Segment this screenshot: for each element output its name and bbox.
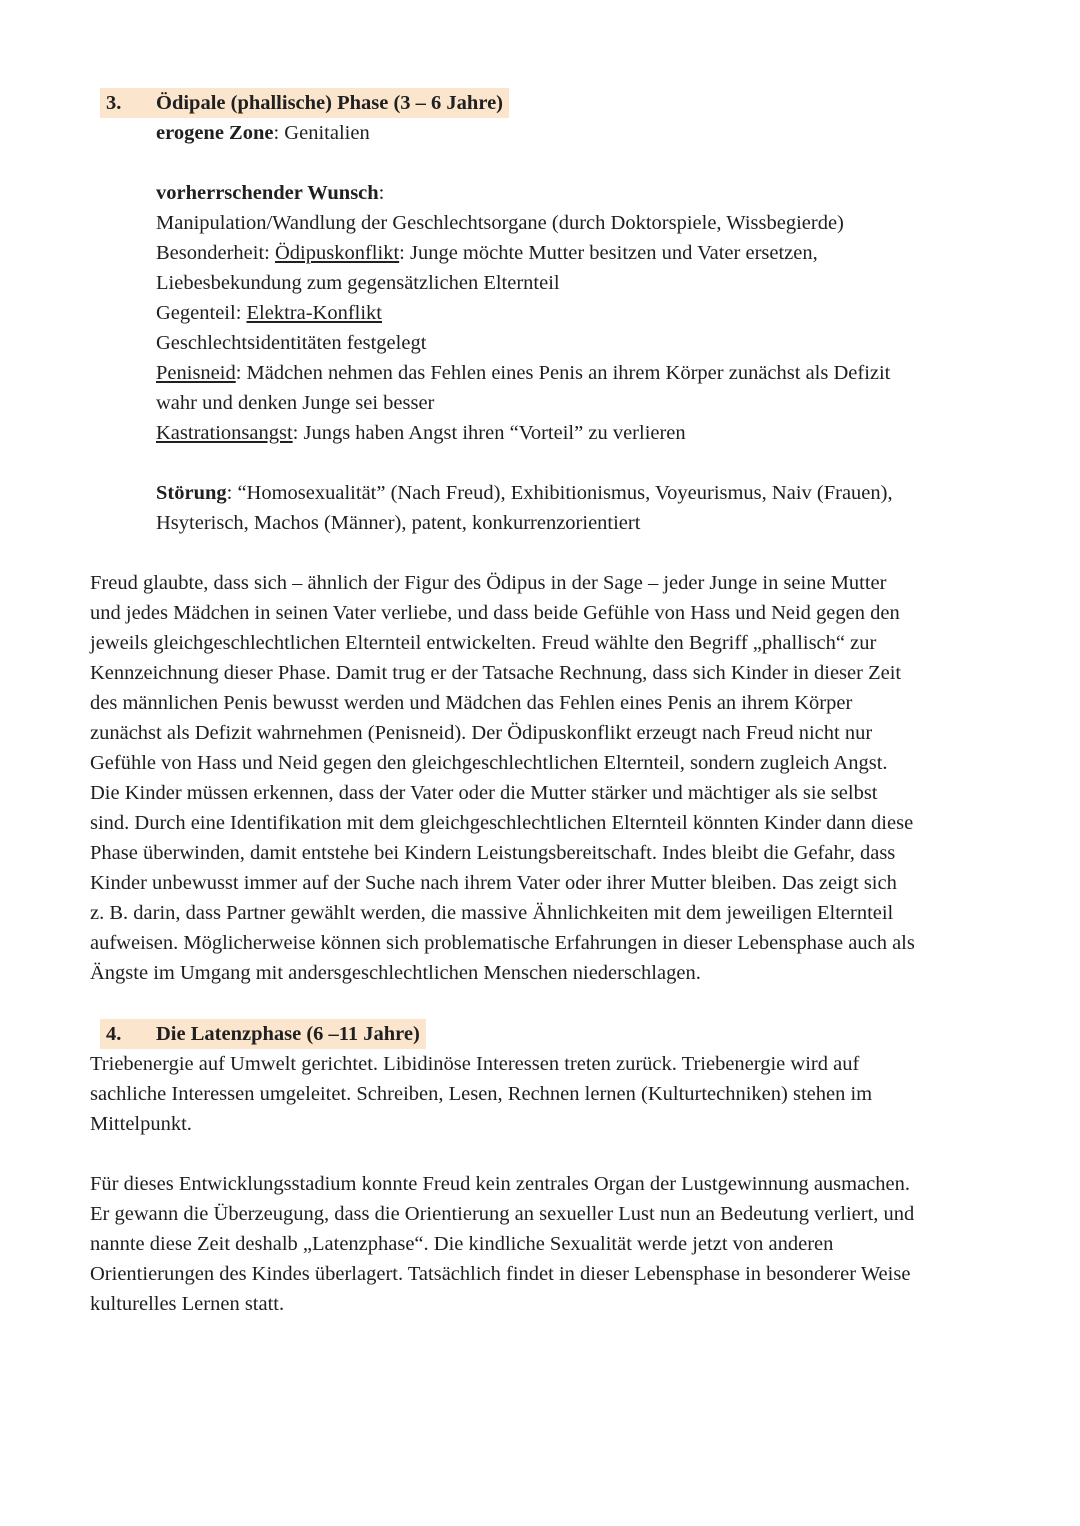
penisneid-line	[156, 358, 976, 388]
paragraph-line: Kinder unbewusst immer auf der Suche nach ihrem Vater oder ihrer Mutter bleiben. Das zeigt sich	[90, 872, 897, 894]
section-3-heading	[100, 88, 509, 118]
paragraph-line: aufweisen. Möglicherweise können sich problematische Erfahrungen in dieser Lebensphase auch als	[90, 932, 915, 954]
stoerung-line	[156, 478, 976, 508]
section-4-heading	[100, 1019, 426, 1049]
paragraph-line: Gefühle von Hass und Neid gegen den gleichgeschlechtlichen Elternteil, sondern zugleich Angst.	[90, 752, 888, 774]
penisneid-term: Penisneid	[156, 362, 236, 384]
section-3-details	[156, 118, 976, 538]
liebesbekundung-line: Liebesbekundung zum gegensätzlichen Elternteil	[156, 272, 560, 294]
stoerung-cont-line: Hsyterisch, Machos (Männer), patent, konkurrenzorientiert	[156, 512, 641, 534]
gegenteil-prefix: Gegenteil:	[156, 302, 247, 324]
section-3-title: Ödipale (phallische) Phase (3 – 6 Jahre)	[156, 92, 503, 114]
freud-paragraph	[90, 568, 980, 988]
section-4-title: Die Latenzphase (6 –11 Jahre)	[156, 1023, 420, 1045]
erogene-zone-label: erogene Zone	[156, 122, 274, 144]
intro-line: Mittelpunkt.	[90, 1113, 192, 1135]
section-4-number: 4.	[106, 1023, 122, 1045]
intro-line: Triebenergie auf Umwelt gerichtet. Libidinöse Interessen treten zurück. Triebenergie wird auf	[90, 1053, 860, 1075]
intro-line: sachliche Interessen umgeleitet. Schreiben, Lesen, Rechnen lernen (Kulturtechniken) stehen im	[90, 1083, 873, 1105]
stoerung-rest: : “Homosexualität” (Nach Freud), Exhibitionismus, Voyeurismus, Naiv (Frauen),	[226, 482, 893, 504]
kastration-line	[156, 418, 976, 448]
paragraph-line: Die Kinder müssen erkennen, dass der Vater oder die Mutter stärker und mächtiger als sie selbst	[90, 782, 878, 804]
paragraph-line: Phase überwinden, damit entstehe bei Kindern Leistungsbereitschaft. Indes bleibt die Gefahr, dass	[90, 842, 896, 864]
paragraph-line: Kennzeichnung dieser Phase. Damit trug er der Tatsache Rechnung, dass sich Kinder in dieser Zeit	[90, 662, 902, 684]
wish-colon: :	[378, 182, 385, 204]
erogene-zone-value: : Genitalien	[273, 122, 370, 144]
gegenteil-line	[156, 298, 976, 328]
paragraph-line: kulturelles Lernen statt.	[90, 1293, 285, 1315]
paragraph-line: Für dieses Entwicklungsstadium konnte Freud kein zentrales Organ der Lustgewinnung ausmachen.	[90, 1173, 911, 1195]
wish-heading	[156, 178, 976, 208]
section-3-number: 3.	[106, 92, 122, 114]
penisneid-rest: : Mädchen nehmen das Fehlen eines Penis an ihrem Körper zunächst als Defizit	[235, 362, 891, 384]
oedipus-term: Ödipuskonflikt	[275, 242, 400, 264]
paragraph-line: z. B. darin, dass Partner gewählt werden, die massive Ähnlichkeiten mit dem jeweiligen Elternteil	[90, 902, 894, 924]
paragraph-line: und jedes Mädchen in seinen Vater verliebe, und dass beide Gefühle von Hass und Neid gegen den	[90, 602, 900, 624]
section-4-intro	[90, 1049, 980, 1139]
penisneid-cont-line: wahr und denken Junge sei besser	[156, 392, 435, 414]
elektra-term: Elektra-Konflikt	[246, 302, 382, 324]
paragraph-line: nannte diese Zeit deshalb „Latenzphase“. Die kindliche Sexualität werde jetzt von anderen	[90, 1233, 834, 1255]
paragraph-line: des männlichen Penis bewusst werden und Mädchen das Fehlen eines Penis an ihrem Körper	[90, 692, 853, 714]
paragraph-line: Er gewann die Überzeugung, dass die Orientierung an sexueller Lust nun an Bedeutung verliert, und	[90, 1203, 915, 1225]
kastration-rest: : Jungs haben Angst ihren “Vorteil” zu verlieren	[292, 422, 686, 444]
manipulation-line: Manipulation/Wandlung der Geschlechtsorgane (durch Doktorspiele, Wissbegierde)	[156, 212, 844, 234]
paragraph-line: Freud glaubte, dass sich – ähnlich der Figur des Ödipus in der Sage – jeder Junge in seine Mutter	[90, 572, 887, 594]
besonderheit-prefix: Besonderheit:	[156, 242, 275, 264]
stoerung-label: Störung	[156, 482, 227, 504]
paragraph-line: jeweils gleichgeschlechtlichen Elternteil entwickelten. Freud wählte den Begriff „phallisch“ zur	[90, 632, 877, 654]
paragraph-line: Orientierungen des Kindes überlagert. Tatsächlich findet in dieser Lebensphase in besonderer Weise	[90, 1263, 911, 1285]
besonderheit-rest: : Junge möchte Mutter besitzen und Vater ersetzen,	[399, 242, 818, 264]
wish-label: vorherrschender Wunsch	[156, 182, 379, 204]
paragraph-line: zunächst als Defizit wahrnehmen (Penisneid). Der Ödipuskonflikt erzeugt nach Freud nicht nur	[90, 722, 873, 744]
kastration-term: Kastrationsangst	[156, 422, 293, 444]
paragraph-line: Ängste im Umgang mit andersgeschlechtlichen Menschen niederschlagen.	[90, 962, 701, 984]
paragraph-line: sind. Durch eine Identifikation mit dem gleichgeschlechtlichen Elternteil könnten Kinder dann diese	[90, 812, 914, 834]
section-4-paragraph	[90, 1169, 980, 1319]
identitaeten-line: Geschlechtsidentitäten festgelegt	[156, 332, 427, 354]
erogene-zone-line	[156, 118, 976, 148]
besonderheit-line	[156, 238, 976, 268]
